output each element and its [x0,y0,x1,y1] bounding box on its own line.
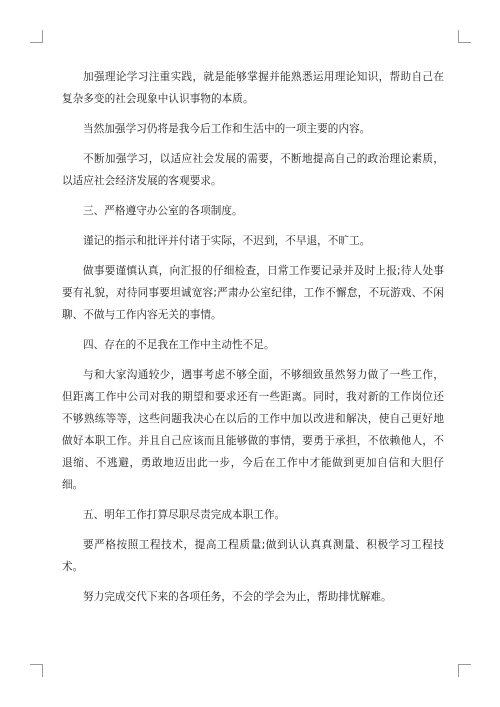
paragraph-8: 与和大家沟通较少，遇事考虑不够全面，不够细致虽然努力做了一些工作，但距离工作中公司对我的期望和要求还有一些距离。同时，我对新的工作岗位还不够熟练等等，这些问题我决心在以后的工作中加以改进和解决，使自己更好地做好本职工作。并且自己应该而且能够做的事情，要勇于承担，不依赖他人，不退缩、不逃避，勇敢地迈出此一步，今后在工作中才能做到更加自信和大胆仔细。 [62,369,444,491]
paragraph-10: 要严格按照工程技术，提高工程质量;做到认认真真测量、积极学习工程技术。 [62,539,444,573]
paragraph-5: 谨记的指示和批评并付诸于实际，不迟到，不早退，不旷工。 [83,235,371,247]
paragraph-1: 加强理论学习注重实践，就是能够掌握并能熟悉运用理论知识，帮助自己在复杂多变的社会现象中认识事物的本质。 [62,71,444,105]
crop-mark-bottom-left [30,664,43,677]
section-heading-3: 三、严格遵守办公室的各项制度。 [83,205,243,217]
paragraph-3: 不断加强学习，以适应社会发展的需要，不断地提高自己的政治理论素质，以适应社会经济发展的客观要求。 [62,153,444,187]
paragraph-2: 当然加强学习仍将是我今后工作和生活中的一项主要的内容。 [83,123,371,135]
paragraph-11: 努力完成交代下来的各项任务，不会的学会为止，帮助排忧解难。 [83,591,392,603]
document-body [62,66,444,616]
crop-mark-top-left [30,30,43,43]
crop-mark-bottom-right [458,664,471,677]
section-heading-5: 五、明年工作打算尽职尽责完成本职工作。 [83,509,286,521]
paragraph-6: 做事要谨慎认真，向汇报的仔细检查，日常工作要记录并及时上报;待人处事要有礼貌，对待同事要坦诚宽容;严肃办公室纪律，工作不懈怠，不玩游戏、不闲聊、不做与工作内容无关的事情。 [62,265,444,321]
crop-mark-top-right [458,30,471,43]
section-heading-4: 四、存在的不足我在工作中主动性不足。 [83,339,275,351]
